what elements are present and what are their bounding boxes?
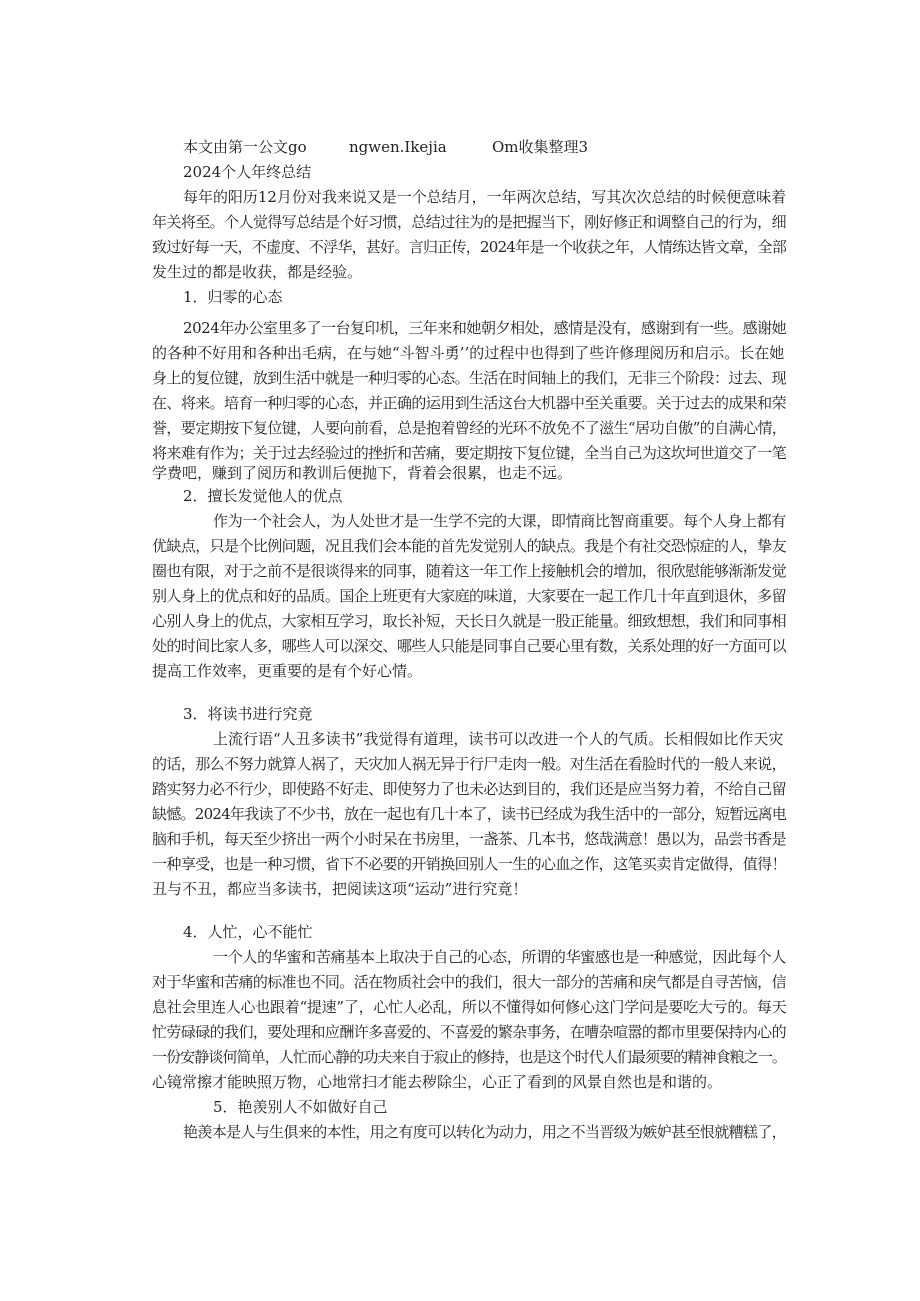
text-line: 心镜常擦才能映照万物，心地常扫才能去秽除尘，心正了看到的风景自然也是和谐的。 — [152, 1073, 723, 1091]
text-line: 作为一个社会人，为人处世才是一生学不完的大课，即情商比智商重要。每个人身上都有 — [213, 512, 786, 530]
source-note-part3: Om收集整理3 — [492, 138, 589, 156]
text-line: 缺憾。2024年我读了不少书，放在一起也有几十本了，读书已经成为我生活中的一部分，短暂远离电 — [152, 805, 787, 823]
text-line: 一种享受，也是一种习惯，省下不必要的开销换回别人一生的心血之作，这笔买卖肯定做得，值得！ — [152, 855, 787, 873]
text-line: 优缺点，只是个比例问题，况且我们会本能的首先发觉别人的缺点。我是个有社交恐惊症的人，挚友 — [152, 537, 787, 555]
text-line: 的话，那么不努力就算人祸了，天灾加人祸无异于行尸走肉一般。对生活在看脸时代的一般人来说， — [152, 755, 787, 773]
source-note-part1: 本文由第一公文go — [183, 138, 307, 156]
text-line: 发生过的都是收获，都是经验。 — [152, 263, 363, 281]
text-line: 心别人身上的优点，大家相互学习，取长补短，天长日久就是一股正能量。细致想想，我们和同事相 — [152, 612, 787, 630]
text-line: 忙劳碌碌的我们，要处理和应酬许多喜爱的、不喜爱的繁杂事务，在嘈杂喧嚣的都市里要保持内心的 — [152, 1023, 787, 1041]
text-line: 息社会里连人心也跟着“提速”了，心忙人必乱，所以不懂得如何修心这门学问是要吃大亏的。每天 — [152, 998, 787, 1016]
text-line: 脑和手机，每天至少挤出一两个小时呆在书房里，一盏茶、几本书，悠哉满意！愚以为，品尝书香是 — [152, 830, 787, 848]
text-line: 将来难有作为；关于过去经验过的挫折和苦痛，要定期按下复位键，全当自己为这坎坷世道交了一笔 — [152, 444, 787, 462]
text-line: 艳羡本是人与生俱来的本性，用之有度可以转化为动力，用之不当晋级为嫉妒甚至恨就糟糕了， — [183, 1123, 786, 1141]
text-line: 提高工作效率，更重要的是有个好心情。 — [152, 662, 423, 680]
text-line: 一个人的华蜜和苦痛基本上取决于自己的心态，所谓的华蜜感也是一种感觉，因此每个人 — [213, 948, 786, 966]
text-line: 2024年办公室里多了一台复印机，三年来和她朝夕相处，感情是没有，感谢到有一些。感谢她 — [183, 319, 787, 337]
text-line: 每年的阳历12月份对我来说又是一个总结月，一年两次总结，写其次次总结的时候便意味着 — [183, 188, 787, 206]
text-line: 年关将至。个人觉得写总结是个好习惯，总结过往为的是把握当下，刚好修正和调整自己的行为，细 — [152, 213, 787, 231]
text-line: 身上的复位键，放到生活中就是一种归零的心态。生活在时间轴上的我们，无非三个阶段：过去、现 — [152, 369, 787, 387]
section-heading: 1．归零的心态 — [183, 288, 283, 306]
section-heading: 4．人忙，心不能忙 — [183, 923, 313, 941]
text-line: 的各种不好用和各种出毛病，在与她“斗智斗勇’’的过程中也得到了些许修理阅历和启示。长在她 — [152, 344, 785, 362]
text-line: 丑与不丑，都应当多读书，把阅读这项“运动”进行究竟！ — [152, 880, 528, 898]
text-line: 致过好每一天，不虚度、不浮华，甚好。言归正传，2024年是一个收获之年，人情练达皆文章，全部 — [152, 238, 787, 256]
text-line: 处的时间比家人多，哪些人可以深交、哪些人只能是同事自己要心里有数，关系处理的好一方面可以 — [152, 637, 787, 655]
text-line: 圈也有限，对于之前不是很谈得来的同事，随着这一年工作上接触机会的增加，很欣慰能够渐渐发觉 — [152, 562, 787, 580]
section-heading: 2．擅长发觉他人的优点 — [183, 487, 343, 505]
text-line: 在、将来。培育一种归零的心态，并正确的运用到生活这台大机器中至关重要。关于过去的成果和荣 — [152, 394, 787, 412]
doc-title: 2024个人年终总结 — [183, 163, 312, 181]
text-line: 学费吧，赚到了阅历和教训后便抛下，背着会很累，也走不远。 — [152, 464, 573, 482]
source-note-part2: ngwen.Ikejia — [349, 138, 447, 156]
text-line: 对于华蜜和苦痛的标准也不同。活在物质社会中的我们，很大一部分的苦痛和戾气都是自寻苦恼，信 — [152, 973, 787, 991]
text-line: 上流行语“人丑多读书”我觉得有道理，读书可以改进一个人的气质。长相假如比作天灾 — [213, 730, 784, 748]
text-line: 别人身上的优点和好的品质。国企上班更有大家庭的味道，大家要在一起工作几十年直到退休，多留 — [152, 587, 787, 605]
section-heading: 3．将读书进行究竟 — [183, 705, 313, 723]
text-line: 一份安静谈何简单，人忙而心静的功夫来自于寂止的修持，也是这个时代人们最须要的精神食粮之一。 — [152, 1048, 787, 1066]
text-line: 誉，要定期按下复位键，人要向前看，总是抱着曾经的光环不放免不了滋生“居功自傲”的自满心情， — [152, 419, 787, 437]
section-heading: 5．艳羡别人不如做好自己 — [213, 1098, 388, 1116]
text-line: 踏实努力必不行少，即使路不好走、即使努力了也未必达到目的，我们还是应当努力着，不给自己留 — [152, 780, 787, 798]
